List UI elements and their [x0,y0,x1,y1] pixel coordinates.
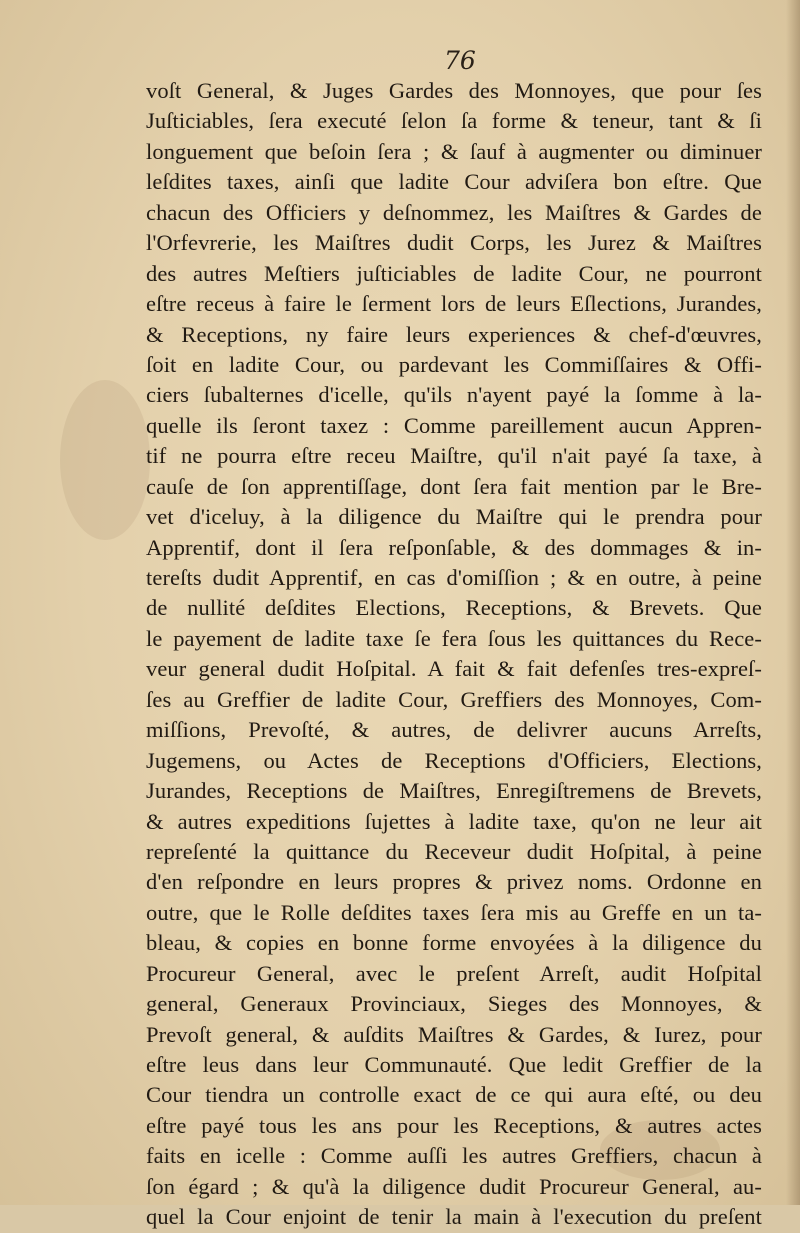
text-line: outre, que le Rolle deſdites taxes ſera mis au Greffe en un ta- [146,899,762,925]
text-line: bleau, & copies en bonne forme envoyées à la diligence du [146,930,762,956]
text-line: ſon égard ; & qu'à la diligence dudit Procureur General, au- [146,1173,762,1199]
page-number: 76 [444,46,476,75]
text-line: eſtre receus à faire le ſerment lors de leurs Eſlections, Jurandes, [146,291,762,317]
text-line: Apprentif, dont il ſera reſponſable, & des dommages & in- [146,534,762,560]
text-line: leſdites taxes, ainſi que ladite Cour adviſera bon eſtre. Que [146,169,762,195]
text-line: Jugemens, ou Actes de Receptions d'Officiers, Elections, [146,747,762,773]
text-line: ſes au Greffier de ladite Cour, Greffiers des Monnoyes, Com- [146,686,762,712]
text-line: Procureur General, avec le preſent Arreſt, audit Hoſpital [146,960,762,986]
text-line: Juſticiables, ſera executé ſelon ſa forme & teneur, tant & ſi [146,108,762,134]
text-line: ſoit en ladite Cour, ou pardevant les Commiſſaires & Offi- [146,351,762,377]
text-line: chacun des Officiers y deſnommez, les Maiſtres & Gardes de [146,199,762,225]
text-line: eſtre payé tous les ans pour les Receptions, & autres actes [146,1112,762,1138]
text-line: & autres expeditions ſujettes à ladite taxe, qu'on ne leur ait [146,808,762,834]
text-line: de nullité deſdites Elections, Receptions, & Brevets. Que [146,595,762,621]
body-text [146,76,762,1233]
text-line: Prevoſt general, & auſdits Maiſtres & Gardes, & Iurez, pour [146,1021,762,1047]
text-line: l'Orfevrerie, les Maiſtres dudit Corps, les Jurez & Maiſtres [146,230,762,256]
text-line: tereſts dudit Apprentif, en cas d'omiſſion ; & en outre, à peine [146,565,762,590]
text-line: quel la Cour enjoint de tenir la main à l'execution du preſent [146,1204,762,1230]
text-line: eſtre leus dans leur Communauté. Que ledit Greffier de la [146,1052,762,1077]
text-line: & Receptions, ny faire leurs experiences & chef-d'œuvres, [146,321,762,347]
text-line: Jurandes, Receptions de Maiſtres, Enregiſtremens de Brevets, [146,778,762,804]
text-line: ciers ſubalternes d'icelle, qu'ils n'ayent payé la ſomme à la- [146,382,762,408]
text-line: Cour tiendra un controlle exact de ce qui aura eſté, ou deu [146,1082,762,1108]
text-line: tif ne pourra eſtre receu Maiſtre, qu'il n'ait payé ſa taxe, à [146,443,762,469]
text-line: repreſenté la quittance du Receveur dudit Hoſpital, à peine [146,838,762,864]
text-line: le payement de ladite taxe ſe fera ſous les quittances du Rece- [146,625,762,651]
text-line: general, Generaux Provinciaux, Sieges des Monnoyes, & [146,991,762,1017]
text-line: quelle ils ſeront taxez : Comme pareillement aucun Appren- [146,412,762,438]
text-line: miſſions, Prevoſté, & autres, de delivrer aucuns Arreſts, [146,717,762,743]
paper-stain [60,380,150,540]
text-line: d'en reſpondre en leurs propres & privez noms. Ordonne en [146,869,762,895]
text-line: faits en icelle : Comme auſſi les autres Greffiers, chacun à [146,1143,762,1169]
text-line: des autres Meſtiers juſticiables de ladite Cour, ne pourront [146,260,762,286]
text-line: vet d'iceluy, à la diligence du Maiſtre qui le prendra pour [146,504,762,530]
text-line: voſt General, & Juges Gardes des Monnoyes, que pour ſes [146,78,762,103]
text-line: cauſe de ſon apprentiſſage, dont ſera fait mention par le Bre- [146,473,762,499]
text-line: longuement que beſoin ſera ; & ſauf à augmenter ou diminuer [146,138,762,164]
text-line: veur general dudit Hoſpital. A fait & fait defenſes tres-expreſ- [146,656,762,682]
page-edge-shadow [786,0,800,1205]
